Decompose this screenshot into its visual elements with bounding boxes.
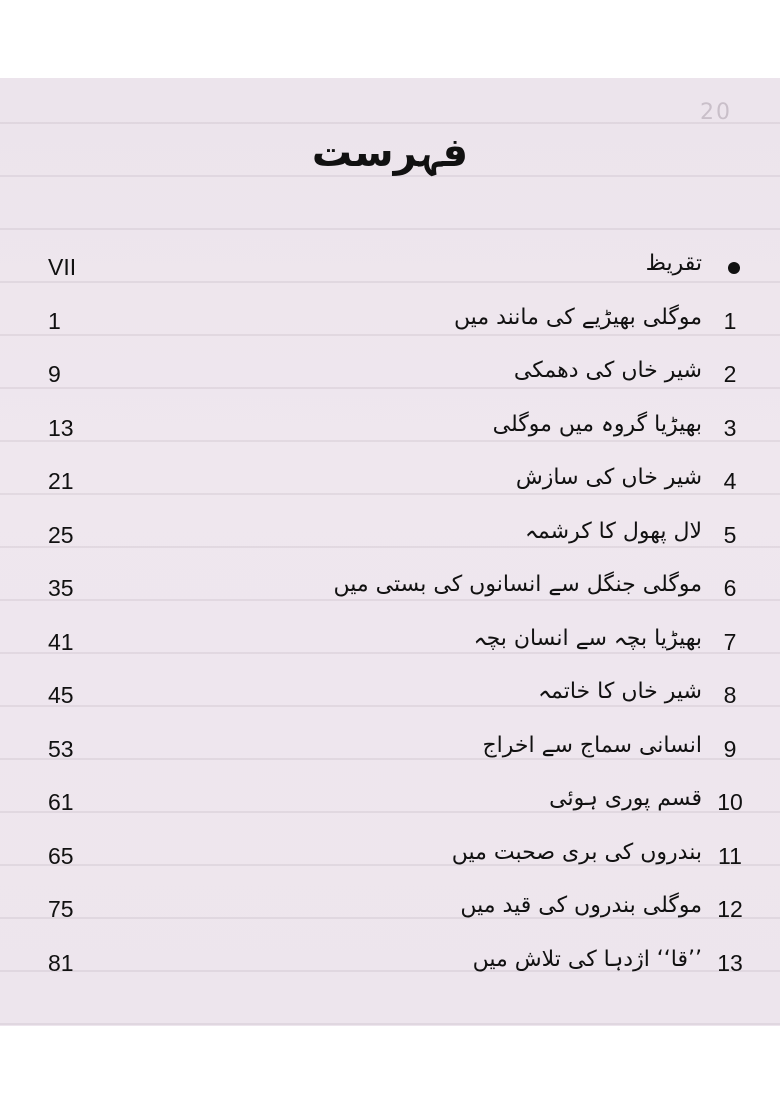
toc-page-number: 13 — [48, 414, 74, 441]
toc-chapter-number: 9 — [723, 735, 737, 762]
toc-page-number: 35 — [48, 575, 74, 601]
toc-chapter-number: 6 — [723, 575, 737, 601]
toc-chapter-number: 2 — [723, 361, 737, 387]
toc-page-number: VII — [48, 254, 77, 280]
ghost-header: 20 — [700, 100, 732, 125]
toc-row — [40, 514, 760, 568]
toc-page-number: 53 — [48, 735, 74, 762]
toc-page-number: 75 — [48, 896, 74, 922]
bullet-icon — [728, 262, 740, 274]
toc-page-number: 9 — [48, 361, 61, 387]
toc-title: شیر خاں کی دھمکی — [513, 358, 702, 383]
toc-row — [40, 674, 760, 728]
toc-title: موگلی جنگل سے انسانوں کی بستی میں — [333, 572, 702, 597]
toc-row — [40, 942, 760, 996]
toc-page-number: 45 — [48, 682, 74, 708]
toc-chapter-number: 13 — [717, 949, 743, 976]
toc-chapter-number: 12 — [717, 896, 743, 922]
toc-chapter-number: 5 — [723, 521, 737, 548]
book-page — [0, 78, 780, 1026]
toc-page-number: 1 — [48, 307, 61, 334]
page-title: فہرست — [311, 130, 469, 176]
toc-page-number: 81 — [48, 949, 74, 976]
toc-title: لال پھول کا کرشمہ — [525, 518, 702, 544]
toc-page-number: 41 — [48, 628, 74, 655]
toc-row — [40, 567, 760, 621]
toc-title: موگلی بندروں کی قید میں — [460, 893, 702, 918]
toc-title: بھیڑیا گروہ میں موگلی — [492, 411, 702, 437]
toc-page-number: 61 — [48, 789, 74, 815]
toc-row — [40, 781, 760, 835]
toc-chapter-number: 7 — [723, 628, 737, 655]
toc-chapter-number: 3 — [723, 414, 737, 441]
toc-row — [40, 728, 760, 782]
toc-title: قسم پوری ہوئی — [549, 786, 702, 811]
toc-title: شیر خاں کی سازش — [515, 465, 702, 490]
toc-chapter-number: 8 — [723, 682, 737, 708]
toc-chapter-number: 1 — [723, 307, 737, 334]
toc-page-number: 21 — [48, 468, 74, 494]
toc-page-number: 25 — [48, 521, 74, 548]
toc-title: بندروں کی بری صحبت میں — [451, 839, 702, 865]
toc-row-preface — [40, 246, 760, 300]
toc-chapter-number: 4 — [723, 468, 737, 494]
toc-title: تقریظ — [645, 251, 702, 276]
toc-chapter-number: 10 — [717, 789, 743, 815]
toc-title: شیر خاں کا خاتمہ — [538, 679, 702, 704]
toc-row — [40, 407, 760, 461]
toc-page-number: 65 — [48, 842, 74, 869]
toc-title: ’’قا‘‘ اژدہا کی تلاش میں — [472, 946, 702, 972]
toc-title: موگلی بھیڑیے کی مانند میں — [453, 304, 702, 330]
toc-row — [40, 300, 760, 354]
toc-title: بھیڑیا بچہ سے انسان بچہ — [473, 625, 702, 651]
toc-chapter-number: 11 — [718, 842, 742, 869]
toc-row — [40, 835, 760, 889]
toc-row — [40, 460, 760, 514]
toc-title: انسانی سماج سے اخراج — [482, 732, 702, 758]
table-of-contents — [40, 246, 760, 995]
toc-row — [40, 353, 760, 407]
toc-row — [40, 621, 760, 675]
toc-row — [40, 888, 760, 942]
